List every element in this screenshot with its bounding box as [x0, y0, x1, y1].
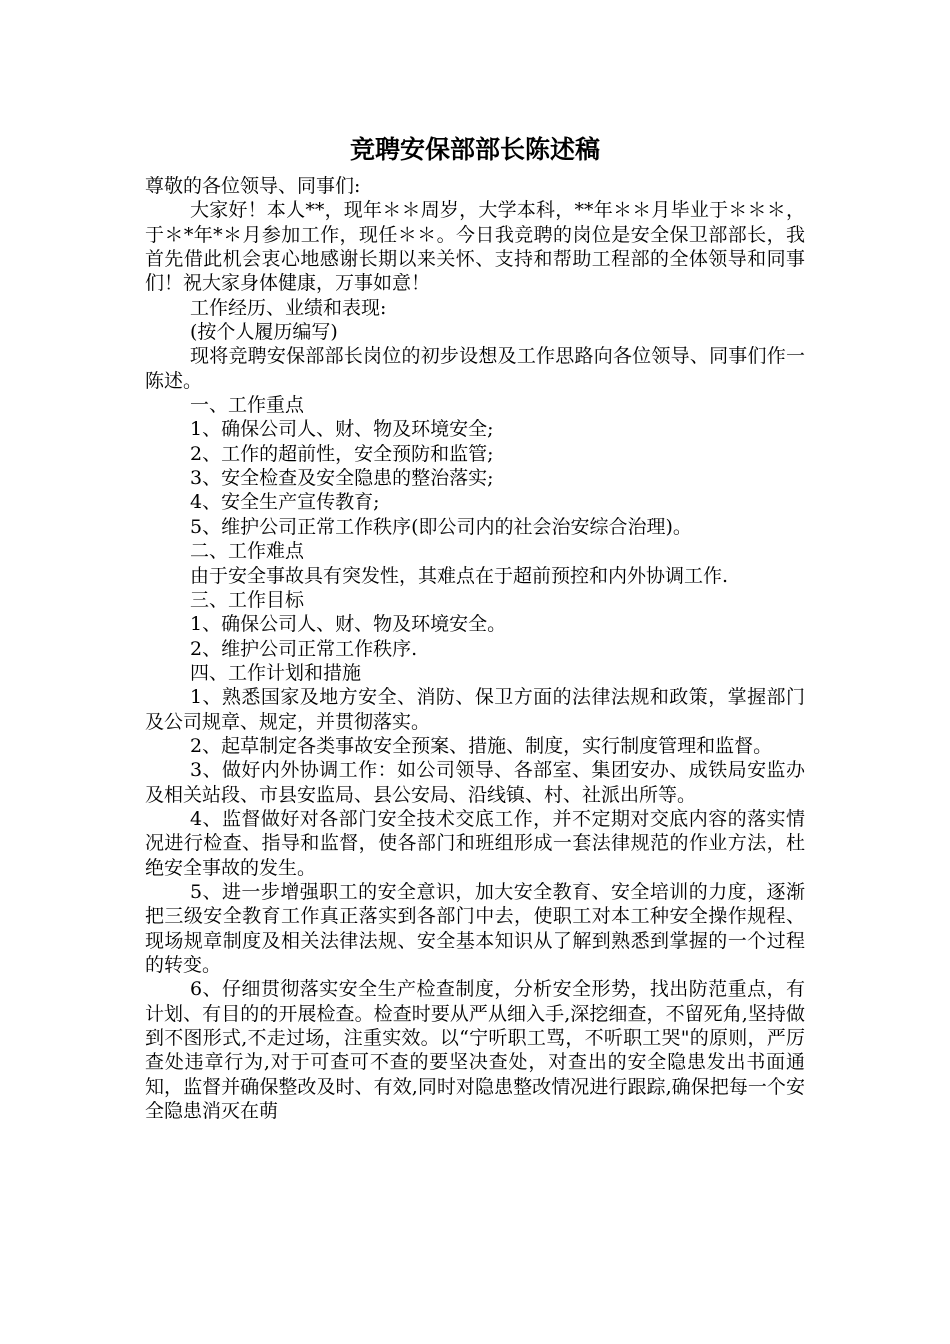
- document-paragraph: 5、维护公司正常工作秩序(即公司内的社会治安综合治理)。: [190, 515, 692, 538]
- document-paragraph: 2、工作的超前性，安全预防和监管;: [190, 442, 494, 465]
- document-paragraph: 3、安全检查及安全隐患的整治落实;: [190, 467, 494, 490]
- document-paragraph: 1、确保公司人、财、物及环境安全;: [190, 418, 494, 441]
- document-paragraph: 工作经历、业绩和表现:: [190, 296, 387, 319]
- document-paragraph: 大家好！本人**，现年＊＊周岁，大学本科，**年＊＊月毕业于＊＊＊，于＊*年*＊月参加工作，现任＊＊。今日我竞聘的岗位是安全保卫部部长，我首先借此机会衷心地感谢长期以来关怀、支持和帮助工程部的全体领导和同事们！祝大家身体健康，万事如意！: [145, 199, 805, 295]
- document-paragraph: 5、进一步增强职工的安全意识，加大安全教育、安全培训的力度，逐渐把三级安全教育工作真正落实到各部门中去，使职工对本工种安全操作规程、现场规章制度及相关法律法规、安全基本知识从了解到熟悉到掌握的一个过程的转变。: [145, 880, 805, 976]
- document-paragraph: 二、工作难点: [190, 540, 305, 563]
- document-body: [145, 174, 805, 1123]
- document-paragraph: (按个人履历编写): [190, 321, 338, 344]
- document-paragraph: 2、起草制定各类事故安全预案、措施、制度，实行制度管理和监督。: [190, 734, 773, 757]
- document-paragraph: 2、维护公司正常工作秩序.: [190, 637, 418, 660]
- document-paragraph: 由于安全事故具有突发性，其难点在于超前预控和内外协调工作.: [190, 564, 729, 587]
- document-paragraph: 6、仔细贯彻落实安全生产检查制度，分析安全形势，找出防范重点，有计划、有目的的开展检查。检查时要从严从细入手,深挖细查，不留死角,坚持做到不图形式,不走过场，注重实效。以“宁听职工骂，不听职工哭"的原则，严厉查处违章行为,对于可查可不查的要坚决查处，对查出的安全隐患发出书面通知，监督并确保整改及时、有效,同时对隐患整改情况进行跟踪,确保把每一个安全隐患消灭在萌: [145, 978, 805, 1123]
- document-paragraph: 三、工作目标: [190, 588, 305, 611]
- document-paragraph: 现将竞聘安保部部长岗位的初步设想及工作思路向各位领导、同事们作一陈述。: [145, 345, 805, 392]
- document-paragraph: 一、工作重点: [190, 394, 305, 417]
- document-title: 竞聘安保部部长陈述稿: [349, 135, 600, 164]
- document-paragraph: 3、做好内外协调工作：如公司领导、各部室、集团安办、成铁局安监办及相关站段、市县安监局、县公安局、沿线镇、村、社派出所等。: [145, 759, 805, 806]
- document-paragraph: 1、确保公司人、财、物及环境安全。: [190, 613, 507, 636]
- document-paragraph: 1、熟悉国家及地方安全、消防、保卫方面的法律法规和政策，掌握部门及公司规章、规定，并贯彻落实。: [145, 686, 805, 733]
- document-paragraph: 尊敬的各位领导、同事们:: [145, 175, 361, 197]
- document-paragraph: 四、工作计划和措施: [190, 661, 362, 684]
- document-paragraph: 4、监督做好对各部门安全技术交底工作，并不定期对交底内容的落实情况进行检查、指导和监督，使各部门和班组形成一套法律规范的作业方法，杜绝安全事故的发生。: [145, 807, 805, 879]
- document-paragraph: 4、安全生产宣传教育;: [190, 491, 380, 514]
